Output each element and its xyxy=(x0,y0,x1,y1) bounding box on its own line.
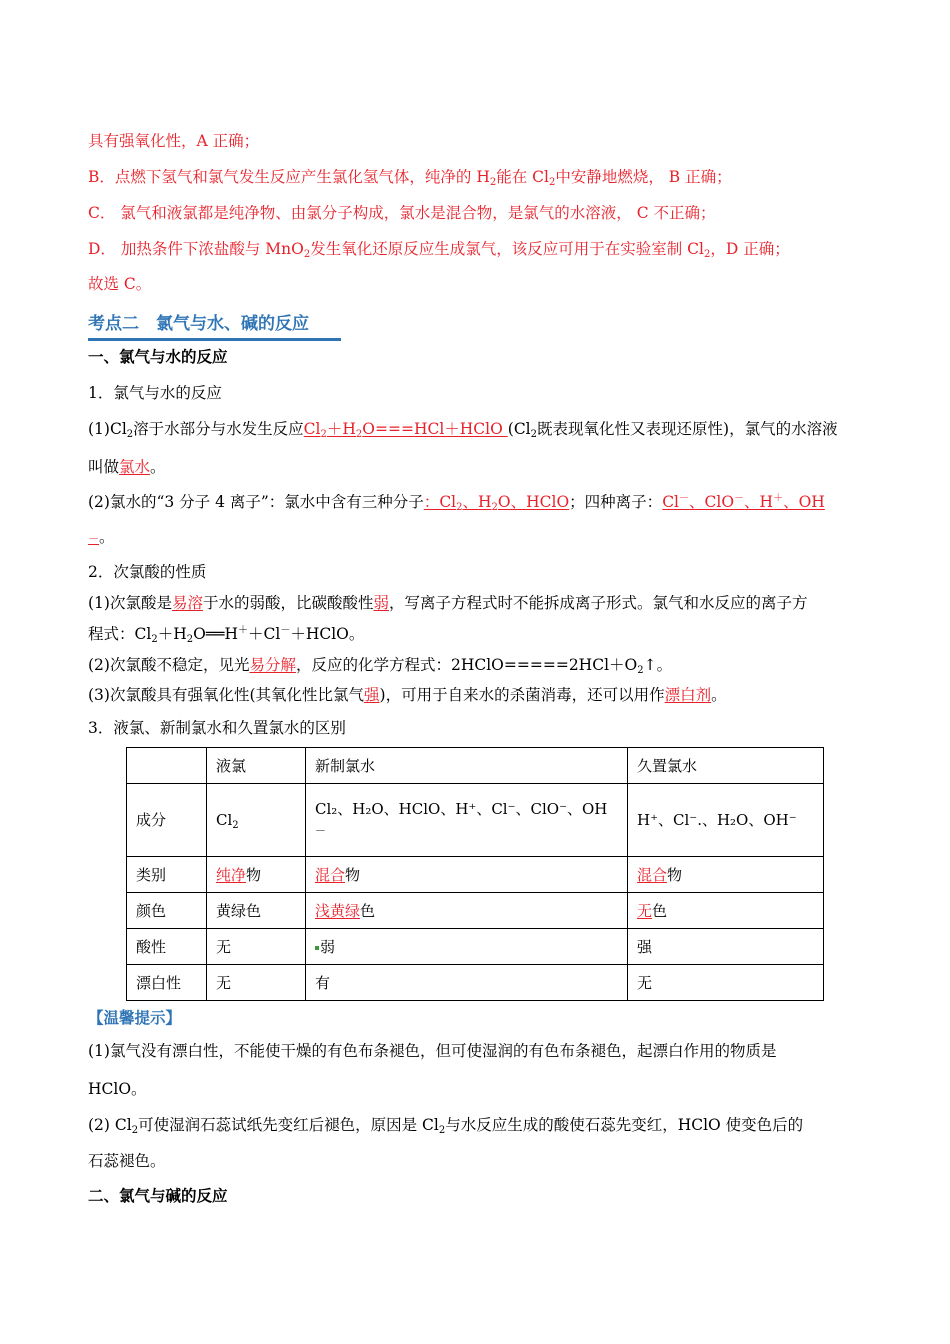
marker-dot xyxy=(315,946,319,950)
answer-line-a: 具有强氧化性，A 正确； xyxy=(88,132,260,150)
tip-title: 【温馨提示】 xyxy=(88,1009,182,1027)
table-header-cell: 液氯 xyxy=(207,748,306,784)
point-1-2: (2)氯水的“3 分子 4 离子”：氯水中含有三种分子：$Cl_2$、$H_2O$、HClO；四种离子：Cl－、ClO－、H＋、OH xyxy=(88,493,825,513)
cell-fresh: Cl₂、H₂O、HClO、H⁺、Cl⁻、ClO⁻、OH － xyxy=(306,784,628,857)
cell-liquid: 纯净物 xyxy=(207,857,306,893)
point-1-1: $(1)Cl_2$溶于水部分与水发生反应$Cl_2+H_2O===HCl+HClO$ ($Cl_2$既表现氧化性又表现还原性)，氯气的水溶液 xyxy=(88,420,838,440)
table-row-acidity xyxy=(127,929,824,965)
table-row-composition xyxy=(127,784,824,857)
row-label: 类别 xyxy=(127,857,207,893)
point-2-1-cont: 程式：$Cl_2+H_2O══H^++Cl^-+HClO$。 xyxy=(88,625,365,645)
answer-conclusion: 故选 C。 xyxy=(88,275,152,293)
row-label: 颜色 xyxy=(127,893,207,929)
cell-fresh: 有 xyxy=(306,965,628,1001)
point-2-2: (2)次氯酸不稳定，见光易分解，反应的化学方程式：$2HClO=====2HCl+O_2↑$。 xyxy=(88,656,673,676)
cell-aged: 无色 xyxy=(628,893,824,929)
point-2-1: (1)次氯酸是易溶于水的弱酸，比碳酸酸性弱，写离子方程式时不能拆成离子形式。氯气和水反应的离子方 xyxy=(88,594,808,612)
cell-aged: 无 xyxy=(628,965,824,1001)
tip-2-cont: 石蕊褪色。 xyxy=(88,1152,166,1170)
cell-liquid: $Cl_2$ xyxy=(207,784,306,857)
point-2-3: (3)次氯酸具有强氧化性(其氧化性比氯气强)，可用于自来水的杀菌消毒，还可以用作漂白剂。 xyxy=(88,686,727,704)
section-title: 考点二 氯气与水、碱的反应 xyxy=(88,314,309,334)
section-underline xyxy=(88,338,341,341)
cell-aged: 混合物 xyxy=(628,857,824,893)
cell-aged: H⁺、Cl⁻.、H₂O、OH⁻ xyxy=(628,784,824,857)
cell-fresh: 弱 xyxy=(306,929,628,965)
cell-liquid: 黄绿色 xyxy=(207,893,306,929)
cell-aged: 强 xyxy=(628,929,824,965)
row-label: 酸性 xyxy=(127,929,207,965)
table-header-cell: 新制氯水 xyxy=(306,748,628,784)
table-row-color xyxy=(127,893,824,929)
tip-2: (2) $Cl_2$可使湿润石蕊试纸先变红后褪色，原因是 $Cl_2$与水反应生成的酸使石蕊先变红，HClO 使变色后的 xyxy=(88,1116,804,1136)
answer-line-c: C． 氯气和液氯都是纯净物、由氯分子构成，氯水是混合物，是氯气的水溶液， C 不正确； xyxy=(88,204,716,222)
comparison-table xyxy=(126,747,824,1001)
subsection-title-1: 一、氯气与水的反应 xyxy=(88,347,228,366)
table-header-cell: 久置氯水 xyxy=(628,748,824,784)
point-3-title: 3．液氯、新制氯水和久置氯水的区别 xyxy=(88,719,346,737)
point-1-2-cont: －。 xyxy=(88,528,115,546)
row-label: 成分 xyxy=(127,784,207,857)
answer-line-d: D． 加热条件下浓盐酸与 MnO$_2$发生氧化还原反应生成氯气，该反应可用于在实验室制 $Cl_2$，D 正确； xyxy=(88,240,790,260)
row-label: 漂白性 xyxy=(127,965,207,1001)
cell-liquid: 无 xyxy=(207,965,306,1001)
cell-fresh: 浅黄绿色 xyxy=(306,893,628,929)
subsection-title-2: 二、氯气与碱的反应 xyxy=(88,1186,228,1205)
tip-1: (1)氯气没有漂白性，不能使干燥的有色布条褪色，但可使湿润的有色布条褪色，起漂白作用的物质是 xyxy=(88,1042,777,1060)
answer-line-b: B．点燃下氢气和氯气发生反应产生氯化氢气体，纯净的 $H_2$能在 $Cl_2$中安静地燃烧， B 正确； xyxy=(88,168,732,188)
cell-fresh: 混合物 xyxy=(306,857,628,893)
tip-1-cont: HClO。 xyxy=(88,1080,147,1098)
point-2-title: 2．次氯酸的性质 xyxy=(88,563,207,581)
point-1-title: 1．氯气与水的反应 xyxy=(88,384,222,402)
table-row-class xyxy=(127,857,824,893)
table-header-cell xyxy=(127,748,207,784)
table-header-row xyxy=(127,748,824,784)
point-1-1-cont: 叫做氯水。 xyxy=(88,458,166,476)
cell-liquid: 无 xyxy=(207,929,306,965)
table-row-bleaching xyxy=(127,965,824,1001)
